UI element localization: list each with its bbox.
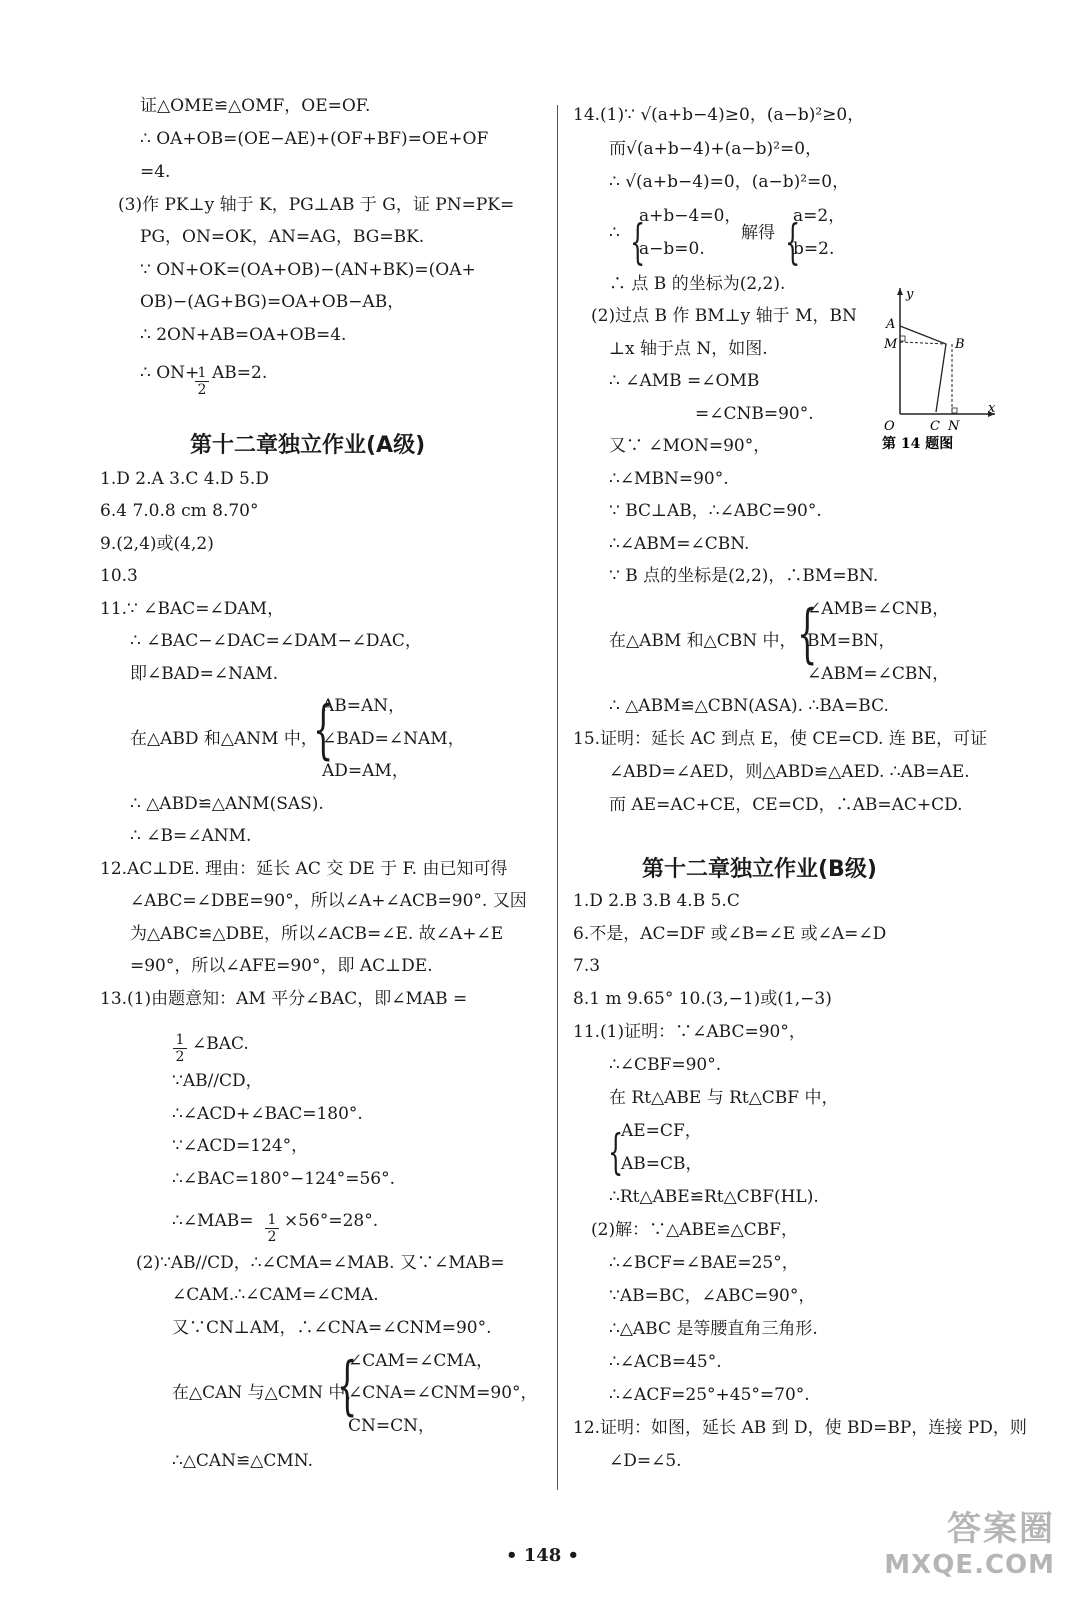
- left-line: ∠CAM=∠CMA，: [348, 1351, 494, 1371]
- right-line: ∴∠ACB=45°.: [609, 1352, 722, 1372]
- right-line: (2)解：∵△ABE≌△CBF，: [591, 1220, 798, 1240]
- left-line: PG，ON=OK，AN=AG，BG=BK.: [140, 227, 425, 247]
- watermark-en: MXQE.COM: [884, 1550, 1055, 1580]
- right-line: AB=CB，: [621, 1154, 703, 1174]
- right-line: 在△ABM 和△CBN 中，: [609, 631, 797, 651]
- right-line: ∴Rt△ABE≌Rt△CBF(HL).: [609, 1187, 819, 1207]
- fig-label-A: A: [886, 317, 896, 332]
- column-divider: [557, 105, 558, 1490]
- right-line: ⊥x 轴于点 N，如图.: [609, 339, 768, 359]
- right-line: (2)过点 B 作 BM⊥y 轴于 M，BN: [591, 306, 857, 326]
- brace-11: {: [313, 693, 334, 767]
- right-line: ∴ 点 B 的坐标为(2,2).: [609, 274, 786, 294]
- left-line: 在△CAN 与△CMN 中，: [172, 1383, 363, 1403]
- right-line: ∴∠BCF=∠BAE=25°，: [609, 1253, 799, 1273]
- left-line: ∴∠MAB=: [172, 1211, 254, 1231]
- right-line: b=2.: [793, 239, 835, 259]
- left-line: 又∵CN⊥AM，∴∠CNA=∠CNM=90°.: [172, 1318, 492, 1338]
- brace-11b: {: [608, 1124, 624, 1180]
- right-line: 15.证明：延长 AC 到点 E，使 CE=CD. 连 BE，可证: [573, 729, 988, 749]
- fig-label-N: N: [948, 419, 960, 434]
- left-line: ∴ 2ON+AB=OA+OB=4.: [140, 325, 347, 345]
- fig-label-x: x: [988, 401, 996, 416]
- right-line: ∵AB=BC，∠ABC=90°，: [609, 1286, 816, 1306]
- right-line: ∠ABD=∠AED，则△ABD≌△AED. ∴AB=AE.: [609, 762, 970, 782]
- right-line: a+b−4=0，: [639, 206, 742, 226]
- left-line: ∵∠ACD=124°，: [172, 1136, 309, 1156]
- left-line: =90°，所以∠AFE=90°，即 AC⊥DE.: [130, 956, 433, 976]
- left-line: 11.∵ ∠BAC=∠DAM，: [100, 599, 285, 619]
- left-line: 1.D 2.A 3.C 4.D 5.D: [100, 469, 269, 489]
- right-line: ∵ B 点的坐标是(2,2)，∴BM=BN.: [609, 566, 879, 586]
- right-line: ∠D=∠5.: [609, 1451, 682, 1471]
- right-line: 14.(1)∵ √(a+b−4)≥0，(a−b)²≥0，: [573, 105, 865, 125]
- brace-14b: {: [785, 214, 801, 270]
- left-line: ∴∠ACD+∠BAC=180°.: [172, 1104, 363, 1124]
- right-line: BM=BN，: [807, 631, 896, 651]
- left-line: ∵ ON+OK=(OA+OB)−(AN+BK)=(OA+: [140, 260, 476, 280]
- right-line: 12.证明：如图，延长 AB 到 D，使 BD=BP，连接 PD，则: [573, 1418, 1027, 1438]
- left-line: ∴ ON+: [140, 363, 200, 383]
- fraction-half-1: $\frac{1}{2}$: [195, 365, 209, 398]
- right-line: ∴ √(a+b−4)=0，(a−b)²=0，: [609, 172, 850, 192]
- right-line: 而√(a+b−4)+(a−b)²=0，: [609, 139, 823, 159]
- right-line: ∴ △ABM≌△CBN(ASA). ∴BA=BC.: [609, 696, 889, 716]
- right-line: ∴∠ACF=25°+45°=70°.: [609, 1385, 810, 1405]
- left-line: 即∠BAD=∠NAM.: [130, 664, 279, 684]
- right-line: ∴△ABC 是等腰直角三角形.: [609, 1319, 818, 1339]
- right-line: 7.3: [573, 956, 601, 976]
- left-line: 6.4 7.0.8 cm 8.70°: [100, 501, 259, 521]
- right-line: ∴∠MBN=90°.: [609, 469, 729, 489]
- left-line: =4.: [140, 162, 171, 182]
- left-line: 13.(1)由题意知：AM 平分∠BAC，即∠MAB =: [100, 989, 468, 1009]
- left-line: AB=2.: [212, 363, 268, 383]
- left-line: 证△OME≌△OMF，OE=OF.: [140, 96, 371, 116]
- left-line: 在△ABD 和△ANM 中，: [130, 729, 318, 749]
- left-line: ∴∠BAC=180°−124°=56°.: [172, 1169, 396, 1189]
- fig-label-M: M: [884, 337, 898, 352]
- fraction-half-2: $\frac{1}{2}$: [173, 1032, 187, 1065]
- problem-14-figure: [880, 284, 1000, 454]
- fig-label-y: y: [906, 287, 914, 302]
- left-line: AD=AM，: [322, 761, 409, 781]
- left-line: ×56°=28°.: [284, 1211, 379, 1231]
- left-line: ∵AB//CD，: [172, 1071, 263, 1091]
- left-line: ∠CAM.∴∠CAM=∠CMA.: [172, 1285, 379, 1305]
- heading-b-level: 第十二章独立作业(B级): [642, 857, 877, 882]
- right-line: a−b=0.: [639, 239, 705, 259]
- left-line: AB=AN，: [322, 696, 406, 716]
- right-line: ∴: [609, 223, 620, 243]
- right-line: 6.不是，AC=DF 或∠B=∠E 或∠A=∠D: [573, 924, 887, 944]
- left-line: ∴ △ABD≌△ANM(SAS).: [130, 794, 324, 814]
- right-line: a=2，: [793, 206, 846, 226]
- right-line: 1.D 2.B 3.B 4.B 5.C: [573, 891, 740, 911]
- left-line: OB)−(AG+BG)=OA+OB−AB，: [140, 292, 405, 312]
- left-line: 10.3: [100, 566, 138, 586]
- brace-14a: {: [630, 214, 646, 270]
- left-line: ∠BAC.: [192, 1034, 249, 1054]
- fig-label-O: O: [884, 419, 895, 434]
- left-line: ∴ ∠BAC−∠DAC=∠DAM−∠DAC，: [130, 631, 422, 651]
- left-line: 为△ABC≌△DBE，所以∠ACB=∠E. 故∠A+∠E: [130, 924, 504, 944]
- right-line: ∴∠ABM=∠CBN.: [609, 534, 750, 554]
- left-line: (3)作 PK⊥y 轴于 K，PG⊥AB 于 G，证 PN=PK=: [118, 195, 515, 215]
- left-line: 9.(2,4)或(4,2): [100, 534, 214, 554]
- right-line: ∵ BC⊥AB，∴∠ABC=90°.: [609, 501, 822, 521]
- right-line: ∴ ∠AMB =∠OMB: [609, 371, 760, 391]
- left-line: (2)∵AB//CD，∴∠CMA=∠MAB. 又∵∠MAB=: [136, 1253, 505, 1273]
- fig-label-C: C: [930, 419, 940, 434]
- right-line: 又∵ ∠MON=90°，: [609, 436, 771, 456]
- right-line: ∴∠CBF=90°.: [609, 1055, 722, 1075]
- left-line: ∴ OA+OB=(OE−AE)+(OF+BF)=OE+OF: [140, 129, 489, 149]
- left-line: ∠CNA=∠CNM=90°，: [348, 1383, 538, 1403]
- right-line: =∠CNB=90°.: [695, 404, 814, 424]
- left-line: ∠ABC=∠DBE=90°，所以∠A+∠ACB=90°. 又因: [130, 891, 527, 911]
- left-line: ∴ ∠B=∠ANM.: [130, 826, 252, 846]
- right-line: 8.1 m 9.65° 10.(3,−1)或(1,−3): [573, 989, 832, 1009]
- left-line: ∴△CAN≌△CMN.: [172, 1451, 313, 1471]
- fraction-half-3: $\frac{1}{2}$: [265, 1212, 279, 1245]
- watermark-cn: 答案圈: [947, 1509, 1055, 1549]
- right-line: 11.(1)证明：∵∠ABC=90°，: [573, 1022, 806, 1042]
- right-line: 在 Rt△ABE 与 Rt△CBF 中，: [609, 1088, 839, 1108]
- left-line: CN=CN，: [348, 1416, 436, 1436]
- left-line: ∠BAD=∠NAM，: [322, 729, 465, 749]
- page-number: • 148 •: [505, 1545, 580, 1566]
- fig-label-B: B: [955, 337, 965, 352]
- right-line: 解得: [741, 223, 775, 243]
- right-line: AE=CF，: [621, 1121, 702, 1141]
- brace-14c: {: [797, 597, 818, 671]
- right-line: ∠AMB=∠CNB，: [807, 599, 950, 619]
- left-line: 12.AC⊥DE. 理由：延长 AC 交 DE 于 F. 由已知可得: [100, 859, 508, 879]
- heading-a-level: 第十二章独立作业(A级): [190, 433, 426, 458]
- brace-13: {: [337, 1349, 358, 1423]
- watermark: [884, 1501, 1055, 1580]
- right-line: ∠ABM=∠CBN，: [807, 664, 950, 684]
- right-line: 而 AE=AC+CE，CE=CD，∴AB=AC+CD.: [609, 795, 963, 815]
- fig-caption: 第 14 题图: [882, 436, 954, 452]
